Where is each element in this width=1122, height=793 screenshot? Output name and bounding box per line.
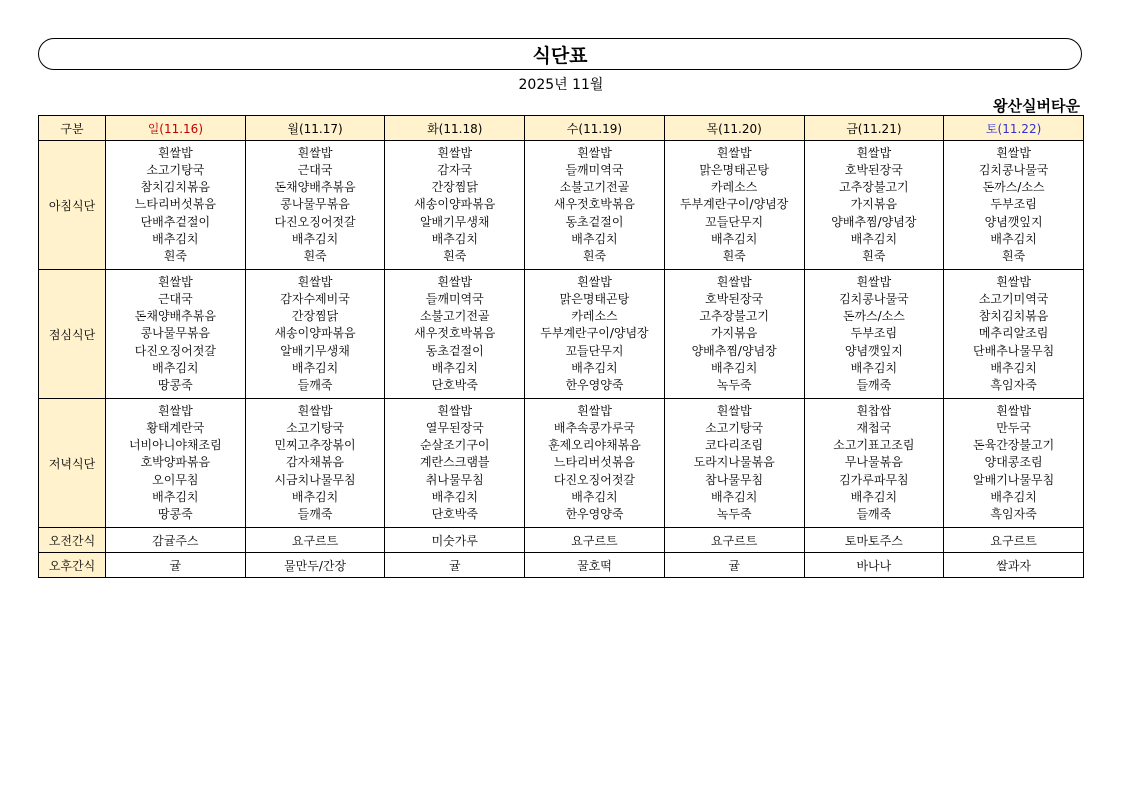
dish-item: 배추김치 (990, 489, 1037, 504)
dish-item: 새우젓호박볶음 (414, 326, 496, 341)
dish-item: 열무된장국 (425, 420, 484, 435)
dish-item: 콩나물무볶음 (280, 197, 350, 212)
dish-item: 배추김치 (152, 489, 199, 504)
dish-item: 참치김치볶음 (140, 180, 211, 195)
dish-item: 다진오징어젓갈 (134, 343, 216, 358)
meal-cell (944, 270, 1084, 399)
dish-item: 흰쌀밥 (157, 145, 193, 160)
dish-item: 가지볶음 (850, 197, 898, 212)
dish-item: 배추김치 (850, 489, 898, 504)
meal-cell (525, 270, 665, 399)
dish-item: 흰쌀밥 (437, 274, 473, 289)
dish-item: 배추김치 (291, 489, 339, 504)
dish-item: 흰쌀밥 (996, 403, 1031, 418)
dish-item: 흑임자죽 (990, 378, 1037, 392)
dish-item: 흰쌀밥 (716, 145, 752, 160)
dish-item: 너비아니야채조림 (128, 438, 222, 453)
dish-item: 간장찜닭 (431, 180, 478, 195)
dish-item: 호박된장국 (844, 162, 903, 177)
dish-item: 다진오징어젓갈 (274, 214, 356, 229)
dish-item: 돈채양배추볶음 (274, 180, 356, 195)
dish-item: 소불고기전골 (419, 309, 490, 324)
meal-row-label: 점심식단 (39, 270, 106, 399)
dish-item: 다진오징어젓갈 (553, 472, 636, 487)
dish-item: 돈채양배추볶음 (134, 309, 216, 324)
dish-item: 배추김치 (850, 360, 898, 375)
dish-item: 양배추찜/양념장 (831, 214, 917, 229)
meal-cell (525, 141, 665, 270)
snack-cell: 귤 (385, 553, 525, 578)
dish-item: 흰죽 (1002, 249, 1026, 263)
meal-cell (944, 141, 1084, 270)
day-header-fri: 금(11.21) (804, 116, 944, 141)
dish-item: 느타리버섯볶음 (134, 197, 216, 212)
day-header-row (39, 116, 1084, 141)
dish-item: 흰쌀밥 (437, 403, 473, 418)
dish-item: 배추김치 (990, 231, 1037, 246)
dish-item: 배추김치 (710, 489, 758, 504)
dish-item: 흰쌀밥 (856, 274, 892, 289)
page-title: 식단표 (38, 38, 1082, 70)
dish-item: 배추김치 (850, 231, 898, 246)
snack-cell: 요구르트 (944, 528, 1084, 553)
snack-cell: 요구르트 (245, 528, 385, 553)
dish-item: 호박양파볶음 (140, 455, 211, 470)
meal-cell (245, 141, 385, 270)
dish-item: 들깨죽 (297, 378, 333, 392)
dish-item: 고추장불고기 (699, 309, 769, 324)
dish-item: 한우영양죽 (565, 507, 624, 521)
dish-item: 단호박죽 (431, 507, 478, 521)
meal-row-label: 아침식단 (39, 141, 106, 270)
dish-item: 꼬들단무지 (705, 214, 764, 229)
dish-item: 알배기무생채 (280, 343, 350, 358)
dish-item: 배추김치 (710, 231, 758, 246)
snack-cell: 미숫가루 (385, 528, 525, 553)
dish-item: 배추김치 (291, 231, 339, 246)
meal-cell (385, 270, 525, 399)
snack-cell: 쌀과자 (944, 553, 1084, 578)
dish-item: 도라지나물볶음 (693, 455, 775, 470)
dish-item: 배추김치 (990, 360, 1037, 375)
day-header-sun: 일(11.16) (106, 116, 246, 141)
meal-row-label: 저녁식단 (39, 399, 106, 528)
dish-item: 새송이양파볶음 (274, 326, 356, 341)
dish-item: 흰쌀밥 (297, 145, 333, 160)
dish-item: 새송이양파볶음 (414, 197, 496, 212)
month-subtitle: 2025년 11월 (518, 77, 604, 93)
dish-item: 소고기표고조림 (833, 438, 915, 453)
dish-item: 참치김치볶음 (978, 309, 1049, 324)
organization-name: 왕산실버타운 (993, 97, 1080, 115)
snack-row (39, 553, 1084, 578)
snack-cell: 꿀호떡 (525, 553, 665, 578)
dish-item: 흰쌀밥 (577, 274, 612, 289)
day-header-wed: 수(11.19) (525, 116, 665, 141)
dish-item: 훈제오리야채볶음 (548, 438, 641, 453)
dish-item: 두부계란구이/양념장 (540, 326, 649, 341)
dish-item: 간장찜닭 (291, 309, 339, 324)
dish-item: 흰쌀밥 (437, 145, 473, 160)
dish-item: 돈까스/소스 (842, 309, 905, 324)
dish-item: 근대국 (297, 162, 333, 177)
dish-item: 가지볶음 (710, 326, 758, 341)
dish-item: 배추김치 (152, 231, 199, 246)
dish-item: 감자채볶음 (286, 455, 345, 470)
dish-item: 취나물무침 (425, 472, 484, 487)
dish-item: 단배추겉절이 (140, 214, 211, 229)
snack-cell: 요구르트 (664, 528, 804, 553)
snack-cell: 귤 (664, 553, 804, 578)
dish-item: 김치콩나물국 (978, 162, 1049, 177)
dish-item: 소불고기전골 (559, 180, 630, 195)
meal-cell (106, 141, 246, 270)
dish-item: 계란스크램블 (419, 455, 490, 470)
snack-cell: 감귤주스 (106, 528, 246, 553)
dish-item: 흰죽 (722, 249, 746, 263)
meal-row (39, 141, 1084, 270)
meal-cell (245, 270, 385, 399)
dish-item: 꼬들단무지 (565, 343, 624, 358)
dish-item: 소고기탕국 (705, 420, 764, 435)
dish-item: 흰쌀밥 (577, 403, 612, 418)
snack-row-label: 오후간식 (39, 553, 106, 578)
dish-item: 소고기미역국 (978, 291, 1049, 306)
meal-cell (385, 141, 525, 270)
snack-row (39, 528, 1084, 553)
dish-item: 들깨죽 (856, 378, 892, 392)
meal-row (39, 270, 1084, 399)
dish-item: 흰죽 (862, 249, 886, 263)
dish-item: 동초겉절이 (425, 343, 484, 358)
dish-item: 배추김치 (571, 360, 618, 375)
dish-item: 만두국 (996, 420, 1031, 435)
meal-cell (106, 399, 246, 528)
dish-item: 배추김치 (571, 489, 618, 504)
day-header-tue: 화(11.18) (385, 116, 525, 141)
snack-cell: 물만두/간장 (245, 553, 385, 578)
snack-cell: 요구르트 (525, 528, 665, 553)
dish-item: 흰쌀밥 (716, 403, 752, 418)
dish-item: 녹두죽 (716, 378, 752, 392)
dish-item: 민찌고추장볶이 (274, 438, 356, 453)
dish-item: 배추김치 (431, 231, 478, 246)
day-header-thu: 목(11.20) (664, 116, 804, 141)
dish-item: 근대국 (157, 291, 193, 306)
dish-item: 코다리조림 (705, 438, 764, 453)
snack-cell: 바나나 (804, 553, 944, 578)
meal-cell (804, 141, 944, 270)
snack-row-label: 오전간식 (39, 528, 106, 553)
dish-item: 한우영양죽 (565, 378, 624, 392)
dish-item: 소고기탕국 (146, 162, 205, 177)
meal-cell (385, 399, 525, 528)
dish-item: 흰쌀밥 (996, 145, 1031, 160)
dish-item: 카레소스 (710, 180, 758, 195)
dish-item: 새우젓호박볶음 (553, 197, 636, 212)
dish-item: 들깨죽 (297, 507, 333, 521)
dish-item: 흰죽 (303, 249, 327, 263)
day-header-sat: 토(11.22) (944, 116, 1084, 141)
dish-item: 땅콩죽 (157, 507, 193, 521)
dish-item: 맑은명태곤탕 (699, 162, 769, 177)
dish-item: 땅콩죽 (157, 378, 193, 392)
meal-menu-table (38, 115, 1084, 578)
dish-item: 감자국 (437, 162, 473, 177)
dish-item: 메추리알조림 (978, 326, 1049, 341)
dish-item: 재첩국 (856, 420, 892, 435)
dish-item: 고추장불고기 (839, 180, 909, 195)
dish-item: 흰쌀밥 (157, 274, 193, 289)
dish-item: 돈육간장불고기 (973, 438, 1055, 453)
meal-cell (525, 399, 665, 528)
dish-item: 순살조기구이 (419, 438, 490, 453)
dish-item: 황태계란국 (146, 420, 205, 435)
dish-item: 배추김치 (571, 231, 618, 246)
dish-item: 들깨죽 (856, 507, 892, 521)
dish-item: 들깨미역국 (425, 291, 484, 306)
meal-cell (664, 399, 804, 528)
dish-item: 호박된장국 (705, 291, 764, 306)
dish-item: 녹두죽 (716, 507, 752, 521)
snack-cell: 귤 (106, 553, 246, 578)
dish-item: 감자수제비국 (280, 291, 350, 306)
dish-item: 참나물무침 (705, 472, 764, 487)
dish-item: 동초겉절이 (565, 214, 624, 229)
dish-item: 흰죽 (582, 249, 607, 263)
dish-item: 카레소스 (571, 309, 618, 324)
dish-item: 흰찹쌉 (856, 403, 892, 418)
dish-item: 김가루파무침 (839, 472, 909, 487)
dish-item: 알배기나물무침 (973, 472, 1055, 487)
dish-item: 흰쌀밥 (297, 274, 333, 289)
dish-item: 두부조림 (850, 326, 898, 341)
dish-item: 흰쌀밥 (297, 403, 333, 418)
dish-item: 단배추나물무침 (973, 343, 1055, 358)
meal-cell (944, 399, 1084, 528)
corner-header: 구분 (39, 116, 106, 141)
dish-item: 시금치나물무침 (274, 472, 356, 487)
dish-item: 두부조림 (990, 197, 1037, 212)
dish-item: 무나물볶음 (844, 455, 903, 470)
dish-item: 배추속콩가루국 (553, 420, 636, 435)
meal-cell (664, 141, 804, 270)
dish-item: 배추김치 (431, 360, 478, 375)
snack-cell: 토마토주스 (804, 528, 944, 553)
dish-item: 양배추찜/양념장 (691, 343, 777, 358)
dish-item: 들깨미역국 (565, 162, 624, 177)
meal-cell (245, 399, 385, 528)
dish-item: 맑은명태곤탕 (559, 291, 630, 306)
meal-cell (804, 399, 944, 528)
dish-item: 양념깻잎지 (984, 214, 1043, 229)
dish-item: 소고기탕국 (286, 420, 345, 435)
dish-item: 흰죽 (443, 249, 467, 263)
dish-item: 오이무침 (152, 472, 199, 487)
dish-item: 흰쌀밥 (716, 274, 752, 289)
dish-item: 흰쌀밥 (157, 403, 193, 418)
dish-item: 돈까스/소스 (982, 180, 1045, 195)
dish-item: 알배기무생채 (419, 214, 490, 229)
dish-item: 배추김치 (710, 360, 758, 375)
meal-cell (664, 270, 804, 399)
dish-item: 흰쌀밥 (577, 145, 612, 160)
dish-item: 배추김치 (431, 489, 478, 504)
meal-row (39, 399, 1084, 528)
dish-item: 김치콩나물국 (839, 291, 909, 306)
dish-item: 양념깻잎지 (844, 343, 903, 358)
dish-item: 느타리버섯볶음 (553, 455, 636, 470)
dish-item: 흰쌀밥 (996, 274, 1031, 289)
day-header-mon: 월(11.17) (245, 116, 385, 141)
dish-item: 단호박죽 (431, 378, 478, 392)
meal-cell (804, 270, 944, 399)
dish-item: 두부계란구이/양념장 (679, 197, 789, 212)
dish-item: 흑임자죽 (990, 507, 1037, 521)
dish-item: 배추김치 (291, 360, 339, 375)
dish-item: 양대콩조림 (984, 455, 1043, 470)
dish-item: 배추김치 (152, 360, 199, 375)
dish-item: 콩나물무볶음 (140, 326, 211, 341)
dish-item: 흰죽 (163, 249, 187, 263)
meal-cell (106, 270, 246, 399)
dish-item: 흰쌀밥 (856, 145, 892, 160)
